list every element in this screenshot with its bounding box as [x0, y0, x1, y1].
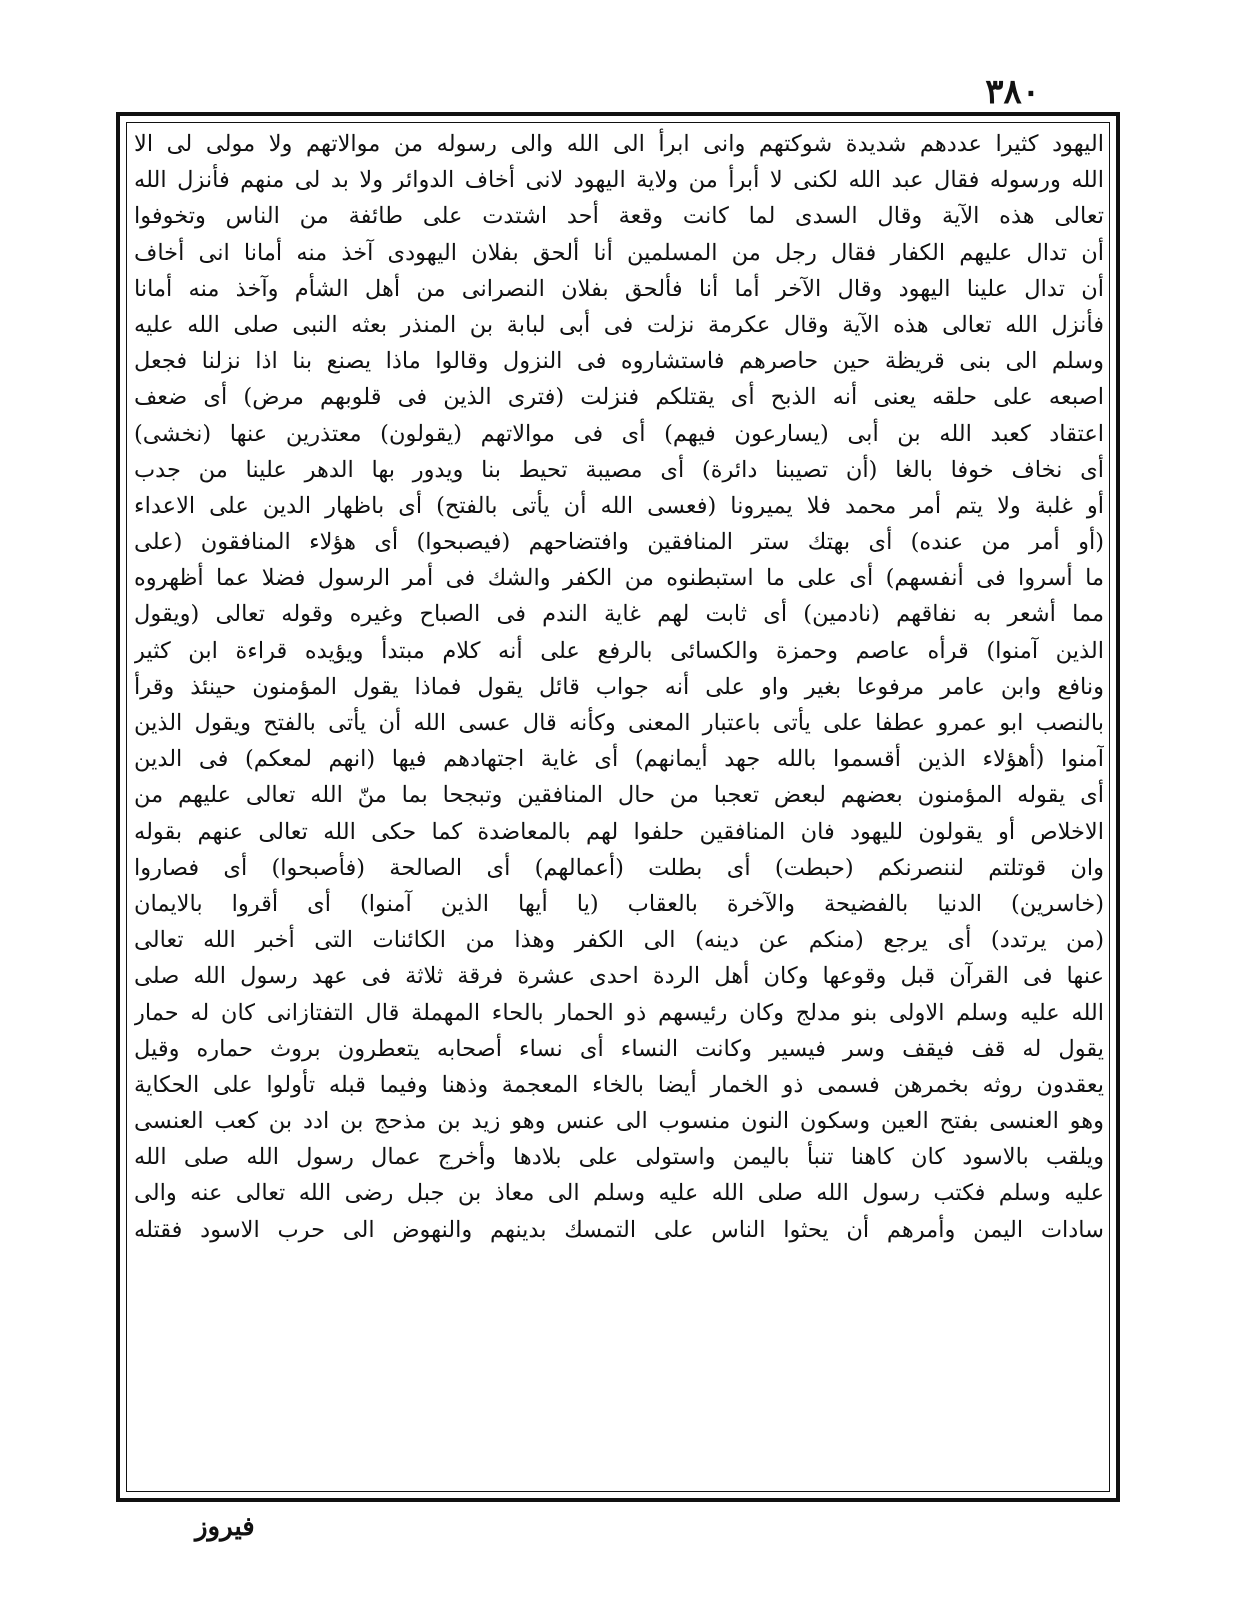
text-line: اعتقاد كعبد الله بن أبى (يسارعون فيهم) أى فى موالاتهم (يقولون) معتذرين عنها (نخشى): [134, 420, 1104, 447]
text-line: يعقدون روثه بخمرهن فسمى ذو الخمار أيضا بالخاء المعجمة وذهنا وفيما قبله تأولوا على الحكاية: [134, 1071, 1104, 1098]
text-line: ويلقب بالاسود كان كاهنا تنبأ باليمن واستولى على بلادها وأخرج عمال رسول الله صلى الله: [134, 1144, 1104, 1171]
text-line: (خاسرين) الدنيا بالفضيحة والآخرة بالعقاب (يا أيها الذين آمنوا) أى أقروا بالايمان: [134, 890, 1104, 917]
text-line: أو غلبة ولا يتم أمر محمد فلا يميرونا (فعسى الله أن يأتى بالفتح) أى باظهار الدين على الاعداء: [134, 492, 1104, 519]
text-line: وان قوتلتم لننصرنكم (حبطت) أى بطلت (أعمالهم) أى الصالحة (فأصبحوا) أى فصاروا: [134, 854, 1104, 881]
text-line: أن تدال عليهم الكفار فقال رجل من المسلمين أنا ألحق بفلان اليهودى آخذ منه أمانا انى أخاف: [134, 239, 1104, 266]
text-line: ما أسروا فى أنفسهم) أى على ما استبطنوه من الكفر والشك فى أمر الرسول فضلا عما أظهروه: [134, 565, 1104, 592]
text-line: اليهود كثيرا عددهم شديدة شوكتهم وانى ابرأ الى الله والى رسوله من موالاتهم ولا مولى لى الا: [134, 131, 1104, 157]
text-line: سادات اليمن وأمرهم أن يحثوا الناس على التمسك بدينهم والنهوض الى حرب الاسود فقتله: [134, 1216, 1104, 1243]
text-line: عنها فى القرآن قبل وقوعها وكان أهل الردة احدى عشرة فرقة ثلاثة فى عهد رسول الله صلى: [134, 963, 1104, 990]
text-line: تعالى هذه الآية وقال السدى لما كانت وقعة أحد اشتدت على طائفة من الناس وتخوفوا: [134, 203, 1104, 230]
text-line: فأنزل الله تعالى هذه الآية وقال عكرمة نزلت فى أبى لبابة بن المنذر بعثه النبى صلى الله عليه: [134, 311, 1104, 338]
text-line: ونافع وابن عامر مرفوعا بغير واو على أنه جواب قائل يقول فماذا يقول المؤمنون حينئذ وقرأ: [134, 673, 1104, 700]
text-line: الذين آمنوا) قرأه عاصم وحمزة والكسائى بالرفع على أنه كلام مبتدأ ويؤيده قراءة ابن كثير: [134, 637, 1104, 664]
text-line: اصبعه على حلقه يعنى أنه الذبح أى يقتلكم فنزلت (فترى الذين فى قلوبهم مرض) أى ضعف: [134, 384, 1104, 411]
text-line: (أو أمر من عنده) أى بهتك ستر المنافقين وافتضاحهم (فيصبحوا) أى هؤلاء المنافقون (على: [134, 529, 1104, 556]
text-line: الله عليه وسلم الاولى بنو مدلج وكان رئيسهم ذو الحمار بالحاء المهملة قال التفتازانى كان له حمار: [134, 999, 1104, 1026]
text-line: (من يرتدد) أى يرجع (منكم عن دينه) الى الكفر وهذا من الكائنات التى أخبر الله تعالى: [134, 927, 1104, 954]
text-line: عليه وسلم فكتب رسول الله صلى الله عليه وسلم الى معاذ بن جبل رضى الله تعالى عنه والى: [134, 1180, 1104, 1207]
text-line: آمنوا (أهؤلاء الذين أقسموا بالله جهد أيمانهم) أى غاية اجتهادهم فيها (انهم لمعكم) فى الدين: [134, 746, 1104, 773]
text-line: يقول له قف فيقف وسر فيسير وكانت النساء أى نساء أصحابه يتعطرون بروث حماره وقيل: [134, 1035, 1104, 1062]
text-line: مما أشعر به نفاقهم (نادمين) أى ثابت لهم غاية الندم فى الصباح وغيره وقوله تعالى (ويقول: [134, 601, 1104, 628]
text-line: أى نخاف خوفا بالغا (أن تصيبنا دائرة) أى مصيبة تحيط بنا ويدور بها الدهر علينا من جدب: [134, 456, 1104, 483]
text-body: [134, 126, 1104, 1486]
page-number: ٣٨٠: [985, 72, 1040, 112]
text-line: الاخلاص أو يقولون لليهود فان المنافقين حلفوا لهم بالمعاضدة كما حكى الله تعالى عنهم بقوله: [134, 818, 1104, 845]
text-line: الله ورسوله فقال عبد الله لكنى لا أبرأ من ولاية اليهود لانى أخاف الدوائر ولا بد لى منهم فأنزل الله: [134, 167, 1104, 194]
footer-catchword: فيروز: [195, 1512, 255, 1542]
text-line: أن تدال علينا اليهود وقال الآخر أما أنا فألحق بفلان النصرانى من أهل الشأم وآخذ منه أمانا: [134, 275, 1104, 302]
text-line: أى يقوله المؤمنون بعضهم لبعض تعجبا من حال المنافقين وتبجحا بما منّ الله تعالى عليهم من: [134, 782, 1104, 809]
text-line: وهو العنسى بفتح العين وسكون النون منسوب الى عنس وهو زيد بن مذحج بن ادد بن كعب العنسى: [134, 1108, 1104, 1135]
text-line: وسلم الى بنى قريظة حين حاصرهم فاستشاروه فى النزول وقالوا ماذا يصنع بنا اذا نزلنا فجعل: [134, 348, 1104, 375]
text-line: بالنصب ابو عمرو عطفا على يأتى باعتبار المعنى وكأنه قال عسى الله أن يأتى بالفتح ويقول الذين: [134, 710, 1104, 736]
